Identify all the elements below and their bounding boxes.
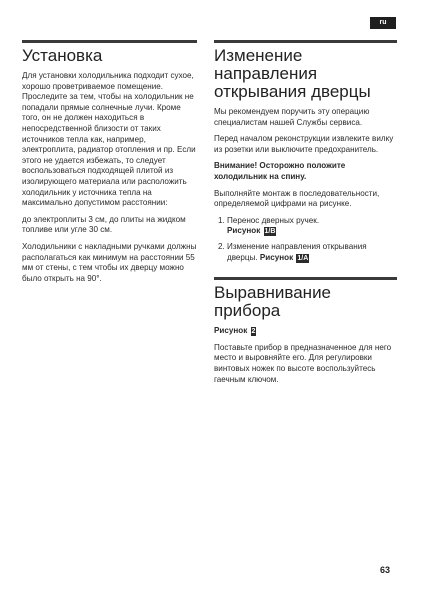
right-column <box>214 40 397 391</box>
figure-reference: Рисунок <box>214 326 248 336</box>
section-rule <box>22 40 197 43</box>
steps-list <box>214 216 397 263</box>
figure-number-badge: 1/A <box>297 254 309 262</box>
leveling-paragraph: Поставьте прибор в предназначенное для него место и выровняйте его. Для регулировки винтовых ножек по высоте воспользуйтесь гаечным ключом. <box>214 342 392 384</box>
leveling-section <box>214 277 397 385</box>
step-item <box>227 242 397 263</box>
installation-heading: Установка <box>22 46 103 65</box>
step-text: Перенос дверных ручек. <box>227 215 320 225</box>
installation-paragraph-2: до электроплиты 3 см, до плиты на жидком топливе или угле 30 см. <box>22 214 186 235</box>
left-column <box>22 40 197 290</box>
door-reversal-heading: Изменение направления открывания дверцы <box>214 46 371 101</box>
step-item <box>227 216 397 237</box>
language-badge: ru <box>370 17 396 29</box>
leveling-heading: Выравнивание прибора <box>214 283 332 321</box>
step-text: Изменение направления открывания дверцы. <box>227 241 367 262</box>
installation-paragraph-3: Холодильники с накладными ручками должны располагаться как минимум на расстоянии 55 мм от стены, с тем чтобы их дверцу можно было открыть на 90°. <box>22 241 197 283</box>
section-rule <box>214 277 397 280</box>
installation-paragraph-1: Для установки холодильника подходит сухое, хорошо проветриваемое помещение. Проследите за тем, чтобы на холодильник не попадали прямые солнечные лучи. Кроме того, он не должен находиться в непосредственной близости от таких источников тепла как, например, электроплита, радиатор отопления и пр. Если этого не удается избежать, то следует воспользоваться подходящей плитой из изолирующего материала или расположить холодильник у источника тепла на максимально допустимом расстоянии: <box>22 71 196 208</box>
door-reversal-paragraph-1: Мы рекомендуем поручить эту операцию специалистам нашей Службы сервиса. <box>214 107 370 127</box>
figure-reference: Рисунок <box>259 252 294 262</box>
door-reversal-paragraph-3: Выполняйте монтаж в последовательности, определяемой цифрами на рисунке. <box>214 188 380 209</box>
figure-reference: Рисунок <box>227 226 261 236</box>
figure-number-badge: 1/B <box>264 228 276 236</box>
section-rule <box>214 40 397 43</box>
door-reversal-paragraph-2: Перед началом реконструкции извлеките вилку из розетки или выключите предохранитель. <box>214 134 394 154</box>
leveling-figure-line <box>214 326 397 337</box>
figure-number-badge: 2 <box>251 328 256 336</box>
warning-text: Внимание! Осторожно положите холодильник на спину. <box>214 161 346 181</box>
page-number: 63 <box>380 565 391 575</box>
